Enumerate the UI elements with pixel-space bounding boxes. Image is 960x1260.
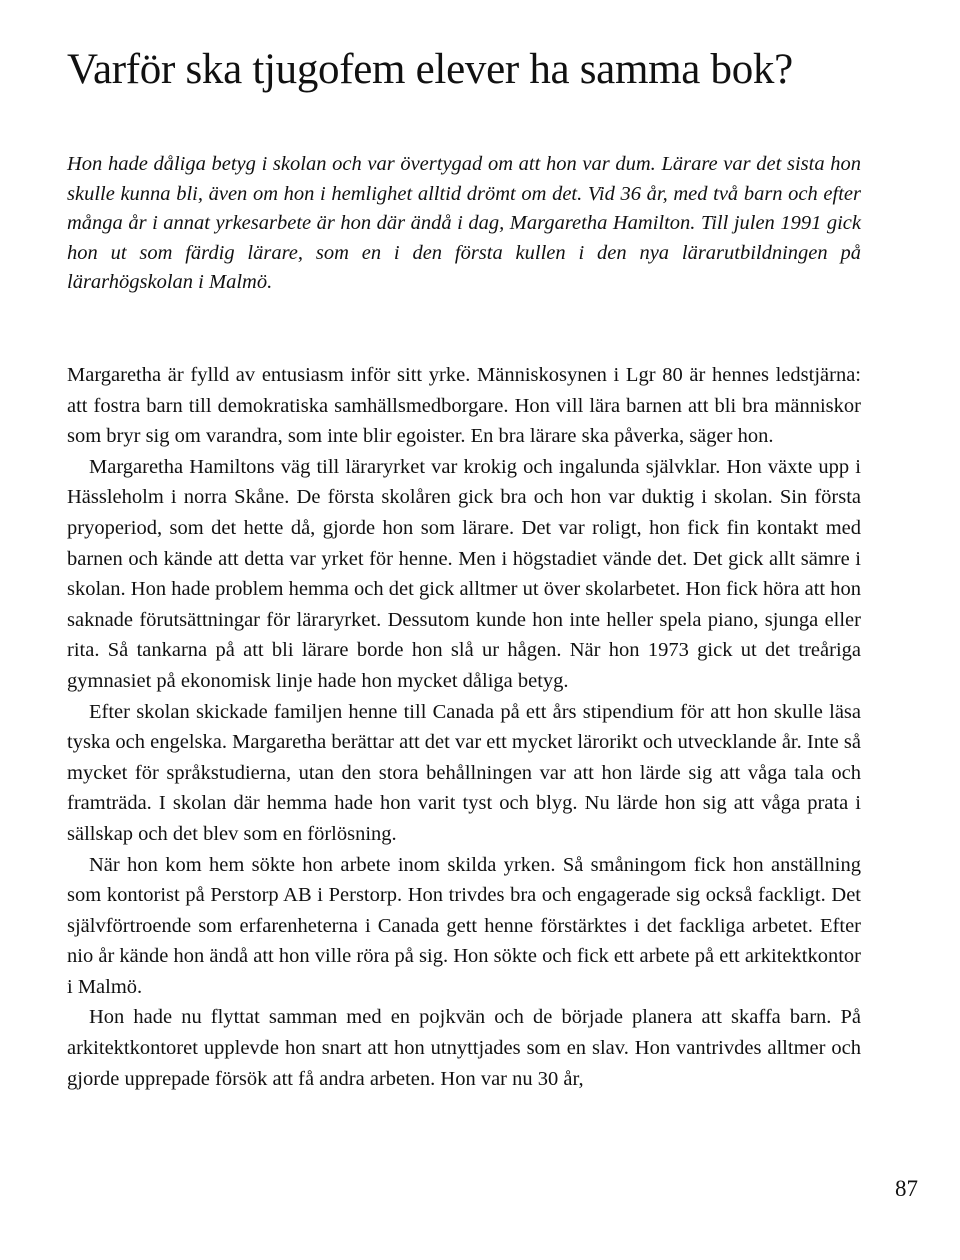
- body-paragraph: Efter skolan skickade familjen henne till Canada på ett års stipendium för att hon skulle läsa tyska och engelska. Margaretha berättar att det var ett mycket lärorikt och utvecklande år. Inte så mycket för språkstudierna, utan den stora behållningen var att hon lärde sig att våga tala och framträda. I skolan där hemma hade hon varit tyst och blyg. Nu lärde hon sig att våga prata i sällskap och det blev som en förlösning.: [67, 700, 861, 845]
- body-paragraph: Margaretha är fylld av entusiasm inför sitt yrke. Människosynen i Lgr 80 är hennes ledstjärna: att fostra barn till demokratiska samhällsmedborgare. Hon vill lära barnen att bli bra människor som bryr sig om varandra, som inte blir egoister. En bra lärare ska påverka, säger hon.: [67, 364, 861, 448]
- intro-paragraph: Hon hade dåliga betyg i skolan och var övertygad om att hon var dum. Lärare var det sista hon skulle kunna bli, även om hon i hemlighet alltid drömt om det. Vid 36 år, med två barn och efter många år i annat yrkesarbete är hon där ändå i dag, Margaretha Hamilton. Till julen 1991 gick hon ut som färdig lärare, som en i den första kullen i den nya lärarutbildningen på lärarhögskolan i Malmö.: [67, 153, 861, 294]
- article-body: [67, 360, 861, 1094]
- body-paragraph: Hon hade nu flyttat samman med en pojkvän och de började planera att skaffa barn. På arkitektkontoret upplevde hon snart att hon utnyttjades som en slav. Hon vantrivdes alltmer och gjorde upprepade försök att få andra arbeten. Hon var nu 30 år,: [67, 1006, 861, 1090]
- body-paragraph: När hon kom hem sökte hon arbete inom skilda yrken. Så småningom fick hon anställning som kontorist på Perstorp AB i Perstorp. Hon trivdes bra och engagerade sig också fackligt. Det självförtroende som erfarenheterna i Canada gett henne förstärktes i det fackliga arbetet. Efter nio år kände hon ändå att hon ville röra på sig. Hon sökte och fick ett arbete på ett arkitektkontor i Malmö.: [67, 853, 861, 998]
- page-number: 87: [895, 1176, 918, 1201]
- body-paragraph: Margaretha Hamiltons väg till läraryrket var krokig och ingalunda självklar. Hon växte upp i Hässleholm i norra Skåne. De första skolåren gick bra och hon var duktig i skolan. Sin första pryoperiod, som det hette då, gjorde hon som lärare. Det var roligt, hon fick fin kontakt med barnen och kände att detta var yrket för henne. Men i högstadiet vände det. Det gick allt sämre i skolan. Hon hade problem hemma och det gick alltmer ut över skolarbetet. Hon fick höra att hon saknade förutsättningar för läraryrket. Dessutom kunde hon inte heller spela piano, sjunga eller rita. Så tankarna på att bli lärare borde hon slå ur hågen. När hon 1973 gick ut det treåriga gymnasiet på ekonomisk linje hade hon mycket dåliga betyg.: [67, 455, 861, 692]
- article-title: Varför ska tjugofem elever ha samma bok?: [67, 46, 793, 93]
